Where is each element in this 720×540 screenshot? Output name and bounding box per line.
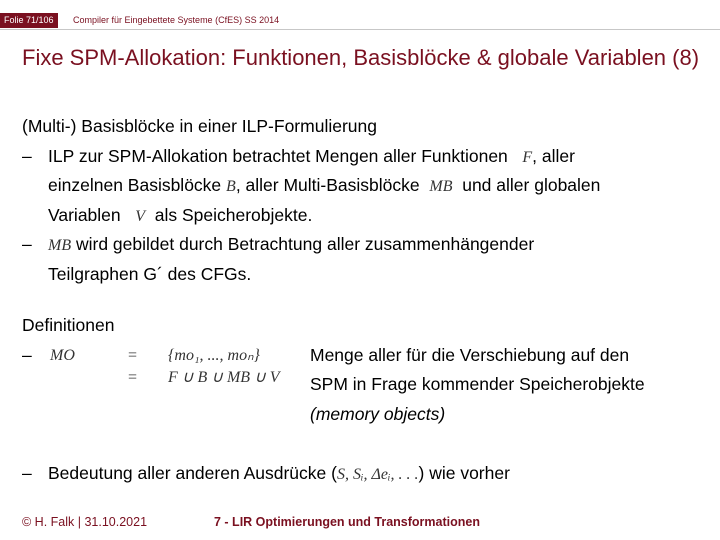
- math-symbol-mb: MB: [48, 237, 72, 254]
- dash-marker: –: [22, 462, 32, 483]
- footer-chapter: 7 - LIR Optimierungen und Transformationen: [214, 515, 480, 529]
- section-heading-definitions: Definitionen: [22, 315, 115, 335]
- bullet-text: Bedeutung aller anderen Ausdrücke (: [48, 462, 337, 483]
- bullet-text: ) wie vorher: [418, 462, 510, 483]
- bullet-ilp-line-1: [22, 142, 712, 172]
- bullet-text: und aller globalen: [462, 175, 601, 195]
- header-divider: [0, 29, 720, 30]
- section-heading-multi-bb: (Multi-) Basisblöcke in einer ILP-Formulierung: [22, 116, 377, 136]
- bullet-mb-line-1: [22, 230, 712, 260]
- desc-line: Menge aller für die Verschiebung auf den: [310, 344, 630, 365]
- math-symbol-v: V: [135, 207, 146, 225]
- bullet-text: Variablen: [48, 204, 121, 225]
- bullet-text: , aller: [532, 145, 575, 166]
- bullet-text: , aller Multi-Basisblöcke: [235, 175, 420, 195]
- mo-description: [310, 341, 645, 430]
- definition-block: [22, 341, 712, 459]
- slide-number: Folie 71/106: [0, 13, 58, 28]
- math-lhs-mo: MO: [50, 346, 75, 364]
- desc-line: (memory objects): [310, 403, 446, 424]
- bullet-text: einzelnen Basisblöcke: [48, 175, 222, 195]
- bullet-ilp-line-3: [22, 201, 712, 231]
- math-symbol-mb: MB: [429, 178, 453, 195]
- desc-line: SPM in Frage kommender Speicherobjekte: [310, 374, 645, 394]
- bullet-text: ILP zur SPM-Allokation betrachtet Mengen aller Funktionen: [48, 145, 508, 166]
- math-symbol-b: B: [226, 178, 236, 195]
- course-title: Compiler für Eingebettete Systeme (CfES) SS 2014: [73, 15, 280, 25]
- bullet-other-expressions: [22, 459, 712, 489]
- footer-author: © H. Falk | 31.10.2021: [22, 515, 148, 529]
- math-symbol-f: F: [522, 148, 533, 166]
- math-equals: =: [128, 368, 138, 386]
- dash-marker: –: [22, 145, 32, 166]
- math-rhs-union: F ∪ B ∪ MB ∪ V: [168, 368, 280, 386]
- slide-body: [22, 112, 712, 488]
- dash-marker: –: [22, 234, 32, 254]
- math-rhs-set: {mo₁, ..., moₙ}: [168, 346, 260, 364]
- dash-marker: –: [22, 344, 32, 365]
- bullet-mb-line-2: Teilgraphen G´ des CFGs.: [48, 263, 252, 284]
- math-equals: =: [128, 346, 138, 364]
- bullet-text: als Speicherobjekte.: [154, 204, 313, 225]
- math-symbols-list: S, Sᵢ, Δeᵢ, . . .: [336, 465, 419, 483]
- bullet-ilp-line-2: [22, 171, 712, 201]
- slide-title: Fixe SPM-Allokation: Funktionen, Basisblöcke & globale Variablen (8): [22, 45, 700, 70]
- bullet-text: wird gebildet durch Betrachtung aller zusammenhängender: [75, 234, 535, 254]
